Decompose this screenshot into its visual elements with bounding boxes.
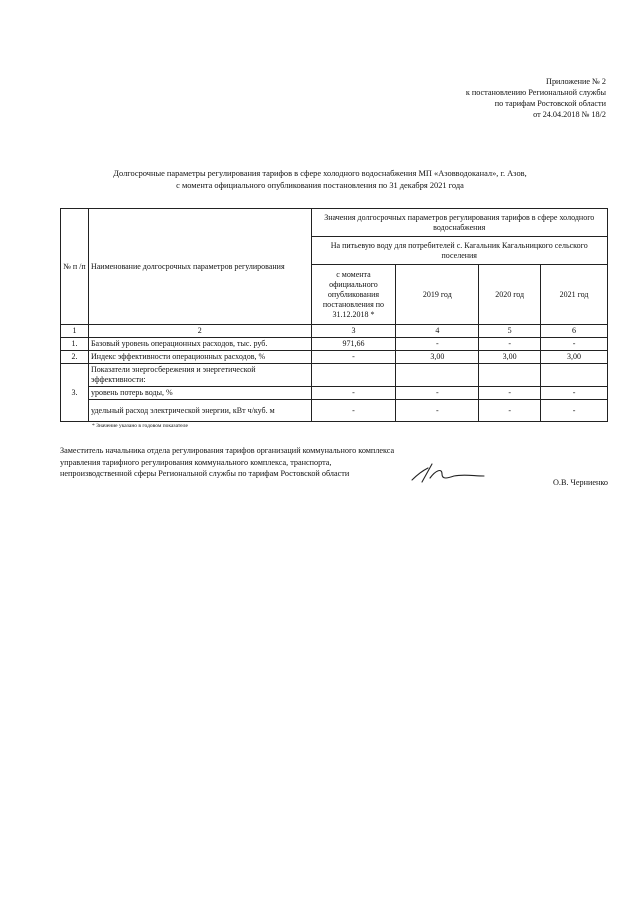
column-number: 2	[88, 325, 311, 338]
row-value-period: -	[311, 351, 396, 364]
signatory-name: О.В. Черниенко	[553, 478, 608, 487]
appendix-resolution-line: к постановлению Региональной службы	[465, 88, 606, 97]
row-value-2020: -	[479, 338, 541, 351]
header-col-period: с момента официального опубликования постановления по 31.12.2018 *	[311, 265, 396, 325]
group-heading: Показатели энергосбережения и энергетической эффективности:	[88, 364, 311, 387]
appendix-reference	[346, 76, 606, 120]
row-value-2021: 3,00	[541, 351, 608, 364]
empty-cell	[541, 364, 608, 387]
row-value-2021: -	[541, 387, 608, 400]
row-parameter-name: удельный расход электрической энергии, кВт ч/куб. м	[88, 400, 311, 422]
appendix-number: Приложение № 2	[546, 77, 606, 86]
handwritten-signature	[408, 460, 488, 488]
row-parameter-name: уровень потерь воды, %	[88, 387, 311, 400]
table-row	[61, 400, 608, 422]
column-number: 3	[311, 325, 396, 338]
column-number: 6	[541, 325, 608, 338]
row-value-2020: 3,00	[479, 351, 541, 364]
document-title-line-1: Долгосрочные параметры регулирования тарифов в сфере холодного водоснабжения МП «Азовводоканал», г. Азов,	[113, 169, 527, 178]
row-value-period: -	[311, 387, 396, 400]
column-numbering-row	[61, 325, 608, 338]
header-parameter-name: Наименование долгосрочных параметров регулирования	[88, 209, 311, 325]
table-row	[61, 338, 608, 351]
signatory-position: Заместитель начальника отдела регулирования тарифов организаций коммунального комплекса управления тарифного регулирования коммунального комплекса, транспорта, непроизводственной сферы Региональной службы по тарифам Ростовской области	[60, 446, 395, 478]
appendix-date-number: от 24.04.2018 № 18/2	[533, 110, 606, 119]
table-row-group-heading	[61, 364, 608, 387]
row-parameter-name: Базовый уровень операционных расходов, тыс. руб.	[88, 338, 311, 351]
empty-cell	[396, 364, 479, 387]
empty-cell	[479, 364, 541, 387]
header-col-2020: 2020 год	[479, 265, 541, 325]
row-value-2019: -	[396, 400, 479, 422]
row-value-2020: -	[479, 387, 541, 400]
header-subgroup: На питьевую воду для потребителей с. Кагальник Кагальницкого сельского поселения	[311, 237, 608, 265]
table-row	[61, 387, 608, 400]
column-number: 1	[61, 325, 89, 338]
footnote: * Значение указано в годовом показателе	[92, 423, 188, 429]
row-value-2021: -	[541, 338, 608, 351]
header-col-2021: 2021 год	[541, 265, 608, 325]
row-value-2021: -	[541, 400, 608, 422]
empty-cell	[311, 364, 396, 387]
row-value-2019: -	[396, 387, 479, 400]
header-values-group: Значения долгосрочных параметров регулирования тарифов в сфере холодного водоснабжения	[311, 209, 608, 237]
appendix-agency-line: по тарифам Ростовской области	[494, 99, 606, 108]
row-value-period: -	[311, 400, 396, 422]
row-value-2019: -	[396, 338, 479, 351]
document-title-line-2: с момента официального опубликования постановления по 31 декабря 2021 года	[176, 180, 464, 190]
header-col-2019: 2019 год	[396, 265, 479, 325]
column-number: 5	[479, 325, 541, 338]
document-title	[60, 168, 580, 191]
row-number: 3.	[61, 364, 89, 422]
row-number: 2.	[61, 351, 89, 364]
header-number: № п /п	[61, 209, 89, 325]
table-row	[61, 351, 608, 364]
column-number: 4	[396, 325, 479, 338]
parameters-table	[60, 208, 608, 422]
row-number: 1.	[61, 338, 89, 351]
row-value-2019: 3,00	[396, 351, 479, 364]
row-parameter-name: Индекс эффективности операционных расходов, %	[88, 351, 311, 364]
row-value-period: 971,66	[311, 338, 396, 351]
row-value-2020: -	[479, 400, 541, 422]
